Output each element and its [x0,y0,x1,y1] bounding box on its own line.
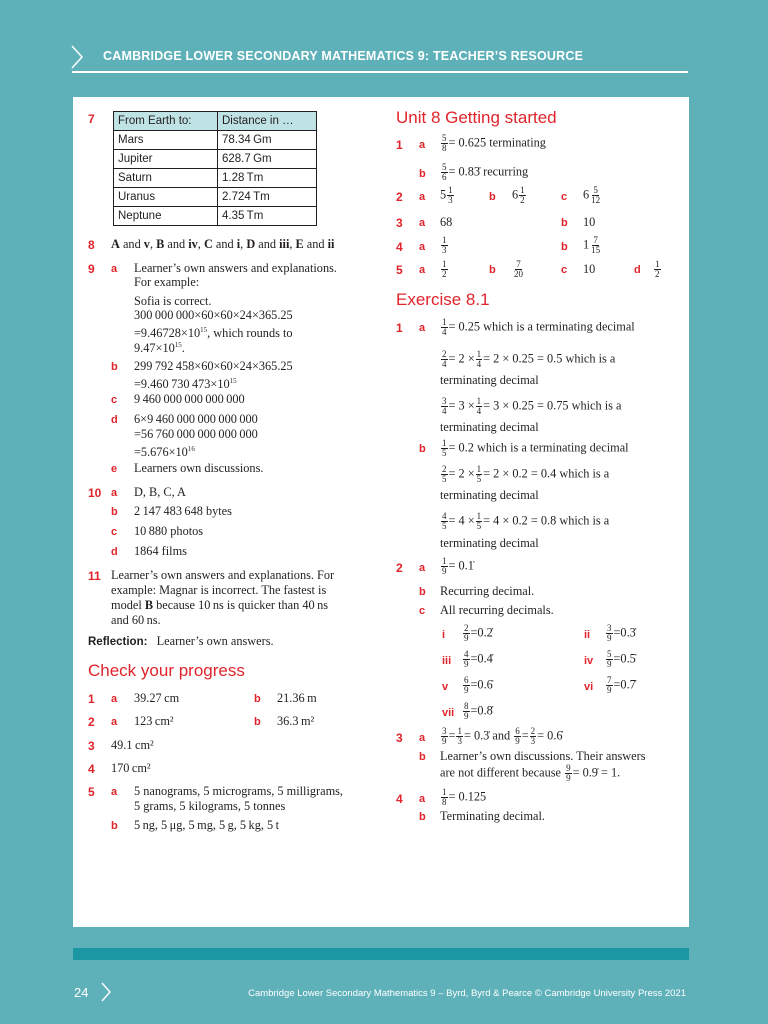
part-label: e [111,463,118,475]
part-label: d [111,414,118,426]
part-label: a [419,139,426,151]
q10-number: 10 [88,486,102,500]
table-cell: 78.34 Gm [218,131,317,150]
part-label: a [419,322,426,334]
table-row [114,169,317,188]
table-header: From Earth to: [114,112,218,131]
cp-q2a: 123 cm² [134,714,174,728]
part-label: a [111,693,118,705]
gs-q1b: $\frac{5}{6}$ = 0.83̇ recurring [442,162,529,182]
part-label: i [442,629,446,641]
ex-q3b: Learner’s own discussions. Their answers [440,749,646,763]
ex-q3a: $\frac{3}{9}$ = $\frac{1}{3}$ = 0.3̇ and $\frac{6}{9}$ = $\frac{2}{3}$ = 0.6̇ [442,726,563,746]
ex-q2a: $\frac{1}{9}$ = 0.1̇ [442,556,474,576]
ex-q2c-iv: $\frac{5}{9}$ =0.5̇ [607,649,636,669]
table-cell: Mars [114,131,218,150]
cp-q2-number: 2 [88,715,95,729]
part-label: a [419,191,426,203]
ex-q2c-v: $\frac{6}{9}$ =0.6̇ [464,675,493,695]
q9a-line: $=9.46728\times 10^{15}$, which rounds to [134,326,293,341]
table-cell: Saturn [114,169,218,188]
gs-q5c: 10 [583,262,596,276]
gs-q5a: $\frac{1}{2}$ [442,259,447,279]
part-label: a [419,264,426,276]
part-label: vi [584,681,594,693]
part-label: b [254,693,261,705]
ex-q2c-ii: $\frac{3}{9}$ =0.3̇ [607,623,636,643]
table-header: Distance in … [218,112,317,131]
gs-q2c: 6 $\frac{5}{12}$ [583,185,601,205]
q10b: 2 147 483 648 bytes [134,504,232,518]
footer-chevron-icon [100,981,112,1003]
q10d: 1864 films [134,544,187,558]
gs-q2-number: 2 [396,190,403,204]
part-label: c [561,191,568,203]
ex-q4a: $\frac{1}{8}$ = 0.125 [442,787,487,807]
cp-q2b: 36.3 m² [277,714,315,728]
q8-answer: A and v, B and iv, C and i, D and iii, E and ii [111,237,335,251]
q9b-line: =9.460 730 $473\times 10^{15}$ [134,377,237,392]
q9-number: 9 [88,262,95,276]
part-label: c [419,605,426,617]
ex-q2c-vii: $\frac{8}{9}$ =0.8̇ [464,701,493,721]
table-cell: Jupiter [114,150,218,169]
q9d-line: $=5.676\times 10^{16}$ [134,445,195,460]
gs-q2b: 6 $\frac{1}{2}$ [512,185,525,205]
distance-table [113,111,317,226]
cp-q1a: 39.27 cm [134,691,180,705]
q9d-line: 6×9 460 000 000 000 000 [134,412,258,426]
part-label: ii [584,629,591,641]
table-cell: 628.7 Gm [218,150,317,169]
table-cell: Uranus [114,188,218,207]
ex-q3b: are not different because $\frac{9}{9}$ = 0.9̇ = 1. [440,763,621,783]
part-label: b [254,716,261,728]
q9b-line: 299 792 458×60×60×24×365.25 [134,359,293,373]
part-label: b [111,506,118,518]
table-cell: 1.28 Tm [218,169,317,188]
ex-q1a-line: $\frac{1}{4}$ = 0.25 which is a terminating decimal [442,317,635,337]
header-rule [72,71,688,73]
gs-q3b: 10 [583,215,596,229]
q11-line: example: Magnar is incorrect. The fastest is [111,583,327,597]
cp-q1b: 21.36 m [277,691,317,705]
part-label: a [111,716,118,728]
footer-credit: Cambridge Lower Secondary Mathematics 9 – Byrd, Byrd & Pearce © Cambridge University Press 2021 [248,988,686,999]
q9a-line: $9.47\times 10^{15}$. [134,341,185,356]
gs-q5d: $\frac{1}{2}$ [655,259,660,279]
q7-number: 7 [88,112,95,126]
getting-started-heading: Unit 8 Getting started [396,108,557,127]
cp-q4-number: 4 [88,762,95,776]
part-label: c [111,394,118,406]
q9a-line: Learner’s own answers and explanations. [134,261,337,275]
ex-q4b: Terminating decimal. [440,809,545,823]
part-label: b [111,361,118,373]
table-row [114,207,317,226]
part-label: iv [584,655,594,667]
gs-q5b: $\frac{7}{20}$ [514,259,523,279]
ex-q3-number: 3 [396,731,403,745]
cp-q5-number: 5 [88,785,95,799]
gs-q2a: 5 $\frac{1}{3}$ [440,185,453,205]
part-label: vii [442,707,455,719]
ex-q1b-line: terminating decimal [440,488,539,502]
ex-q1b-line: $\frac{1}{5}$ = 0.2 which is a terminating decimal [442,438,629,458]
cp-q5b: 5 ng, 5 μg, 5 mg, 5 g, 5 kg, 5 t [134,818,280,832]
q9c-line: 9 460 000 000 000 000 [134,392,245,406]
part-label: b [419,586,426,598]
part-label: a [111,263,118,275]
table-row [114,188,317,207]
part-label: b [419,751,426,763]
part-label: a [419,562,426,574]
q9a-line: 300 000 000×60×60×24×365.25 [134,308,293,322]
table-row [114,150,317,169]
q9d-line: =56 760 000 000 000 000 [134,427,258,441]
ex-q1-number: 1 [396,321,403,335]
q10c: 10 880 photos [134,524,204,538]
part-label: c [561,264,568,276]
ex-q4-number: 4 [396,792,403,806]
part-label: b [489,191,496,203]
footer-band [73,948,689,960]
part-label: b [419,443,426,455]
part-label: b [111,820,118,832]
q10a: D, B, C, A [134,485,186,499]
q8-number: 8 [88,238,95,252]
gs-q5-number: 5 [396,263,403,277]
gs-q1a: $\frac{5}{8}$ = 0.625 terminating [442,133,546,153]
exercise-heading: Exercise 8.1 [396,290,490,309]
ex-q1b-line: $\frac{2}{5}$ = 2 × $\frac{1}{5}$ = 2 × 0.2 = 0.4 which is a [442,464,610,484]
table-cell: 2.724 Tm [218,188,317,207]
q9a-line: Sofia is correct. [134,294,212,308]
part-label: a [111,487,118,499]
gs-q4-number: 4 [396,240,403,254]
gs-q3a: 68 [440,215,453,229]
q9e-line: Learners own discussions. [134,461,264,475]
ex-q2c: All recurring decimals. [440,603,554,617]
gs-q4b: 1 $\frac{7}{15}$ [583,235,601,255]
part-label: a [111,786,118,798]
cp-q5a: 5 nanograms, 5 micrograms, 5 milligrams, [134,784,344,798]
part-label: a [419,241,426,253]
header-title: CAMBRIDGE LOWER SECONDARY MATHEMATICS 9: TEACHER’S RESOURCE [103,49,584,63]
ex-q1b-line: $\frac{4}{5}$ = 4 × $\frac{1}{5}$ = 4 × 0.2 = 0.8 which is a [442,511,610,531]
table-header-row [114,112,317,131]
part-label: c [111,526,118,538]
ex-q1a-line: $\frac{3}{4}$ = 3 × $\frac{1}{4}$ = 3 × 0.25 = 0.75 which is a [442,396,622,416]
ex-q2c-iii: $\frac{4}{9}$ =0.4̇ [464,649,493,669]
ex-q1b-line: terminating decimal [440,536,539,550]
part-label: v [442,681,449,693]
part-label: iii [442,655,452,667]
part-label: a [419,732,426,744]
ex-q1a-line: terminating decimal [440,420,539,434]
cp-q3: 49.1 cm² [111,738,154,752]
part-label: d [634,264,641,276]
cp-q3-number: 3 [88,739,95,753]
cp-q1-number: 1 [88,692,95,706]
header-chevron-icon [70,44,84,70]
q11-line: model B because 10 ns is quicker than 40 ns [111,598,329,612]
cp-q4: 170 cm² [111,761,151,775]
ex-q2-number: 2 [396,561,403,575]
gs-q1-number: 1 [396,138,403,152]
gs-q4a: $\frac{1}{3}$ [442,235,447,255]
part-label: a [419,217,426,229]
reflection: Reflection: Learner’s own answers. [88,634,274,648]
table-row [114,131,317,150]
part-label: b [561,217,568,229]
part-label: d [111,546,118,558]
gs-q3-number: 3 [396,216,403,230]
ex-q1a-line: $\frac{2}{4}$ = 2 × $\frac{1}{4}$ = 2 × 0.25 = 0.5 which is a [442,349,616,369]
page-number: 24 [74,985,89,1000]
cp-q5a: 5 grams, 5 kilograms, 5 tonnes [134,799,286,813]
part-label: a [419,793,426,805]
table-cell: 4.35 Tm [218,207,317,226]
part-label: b [561,241,568,253]
part-label: b [419,168,426,180]
part-label: b [489,264,496,276]
ex-q2c-i: $\frac{2}{9}$ =0.2̇ [464,623,493,643]
ex-q2b: Recurring decimal. [440,584,535,598]
ex-q1a-line: terminating decimal [440,373,539,387]
q11-number: 11 [88,569,101,583]
ex-q2c-vi: $\frac{7}{9}$ =0.7̇ [607,675,636,695]
check-progress-heading: Check your progress [88,661,245,680]
q9a-line: For example: [134,275,200,289]
table-cell: Neptune [114,207,218,226]
q11-line: and 60 ns. [111,613,161,627]
part-label: b [419,811,426,823]
q11-line: Learner’s own answers and explanations. For [111,568,335,582]
